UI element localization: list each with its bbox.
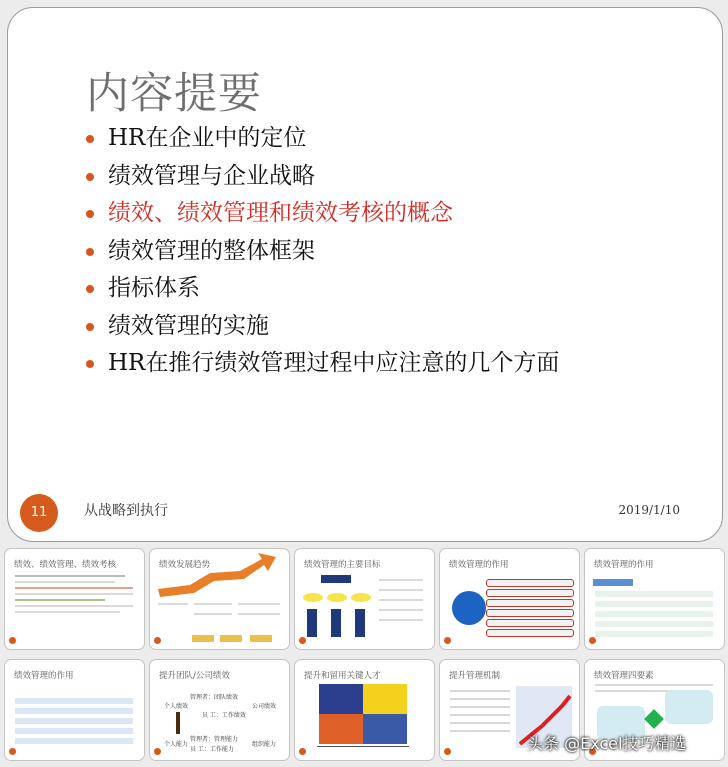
thumbnail-title: 提升管理机制 bbox=[449, 671, 501, 681]
thumbnail-title: 绩效发展趋势 bbox=[159, 560, 211, 570]
thumbnail-title: 提升团队/公司绩效 bbox=[159, 671, 230, 681]
page-dot-icon bbox=[299, 748, 306, 755]
thumbnail-title: 提升和留用关键人才 bbox=[304, 671, 381, 681]
page-number-badge: 11 bbox=[20, 494, 58, 532]
thumbnail-title: 绩效管理的作用 bbox=[594, 560, 654, 570]
slide-thumbnail[interactable] bbox=[294, 659, 435, 761]
page-dot-icon bbox=[154, 748, 161, 755]
slide-title: 内容提要 bbox=[86, 69, 262, 119]
slide-thumbnail[interactable] bbox=[584, 548, 725, 650]
list-item: HR在推行绩效管理过程中应注意的几个方面 bbox=[86, 345, 559, 383]
slide-thumbnail[interactable] bbox=[439, 548, 580, 650]
main-slide bbox=[7, 7, 723, 542]
content-list bbox=[86, 120, 559, 383]
thumbnail-title: 绩效管理的主要目标 bbox=[304, 560, 381, 570]
list-item: 绩效管理与企业战略 bbox=[86, 158, 559, 196]
bullet-icon bbox=[86, 248, 94, 256]
list-item: 绩效管理的实施 bbox=[86, 308, 559, 346]
slide-thumbnail[interactable] bbox=[4, 659, 145, 761]
page-dot-icon bbox=[444, 637, 451, 644]
bullet-icon bbox=[86, 285, 94, 293]
bullet-icon bbox=[86, 135, 94, 143]
bullet-icon bbox=[86, 173, 94, 181]
thumbnail-title: 绩效管理的作用 bbox=[449, 560, 509, 570]
footer-text: 从战略到执行 bbox=[84, 503, 168, 519]
bullet-icon bbox=[86, 360, 94, 368]
thumbnail-title: 绩效管理四要素 bbox=[594, 671, 654, 681]
list-item: 绩效管理的整体框架 bbox=[86, 233, 559, 271]
slide-thumbnail[interactable] bbox=[4, 548, 145, 650]
slide-thumbnail[interactable]: 提升团队/公司绩效 管理者：团队绩效 员 工：工作绩效 个人绩效 公司绩效 管理者：管理能力 员 工：工作能力 个人能力 组织能力 bbox=[149, 659, 290, 761]
list-item-highlighted: 绩效、绩效管理和绩效考核的概念 bbox=[86, 195, 559, 233]
thumbnail-title: 绩效、绩效管理、绩效考核 bbox=[14, 560, 117, 570]
slide-thumbnail[interactable] bbox=[149, 548, 290, 650]
slide-thumbnail[interactable] bbox=[294, 548, 435, 650]
page-dot-icon bbox=[589, 637, 596, 644]
list-item: 指标体系 bbox=[86, 270, 559, 308]
list-item: HR在企业中的定位 bbox=[86, 120, 559, 158]
page-dot-icon bbox=[444, 748, 451, 755]
footer-date: 2019/1/10 bbox=[618, 503, 680, 517]
watermark-text: 头条 @Excel技巧精选 bbox=[527, 734, 687, 753]
page-dot-icon bbox=[154, 637, 161, 644]
bullet-icon bbox=[86, 323, 94, 331]
thumbnail-title: 绩效管理的作用 bbox=[14, 671, 74, 681]
bullet-icon bbox=[86, 210, 94, 218]
page-dot-icon bbox=[9, 637, 16, 644]
page-dot-icon bbox=[9, 748, 16, 755]
page-dot-icon bbox=[299, 637, 306, 644]
trend-arrow-icon bbox=[150, 549, 289, 649]
